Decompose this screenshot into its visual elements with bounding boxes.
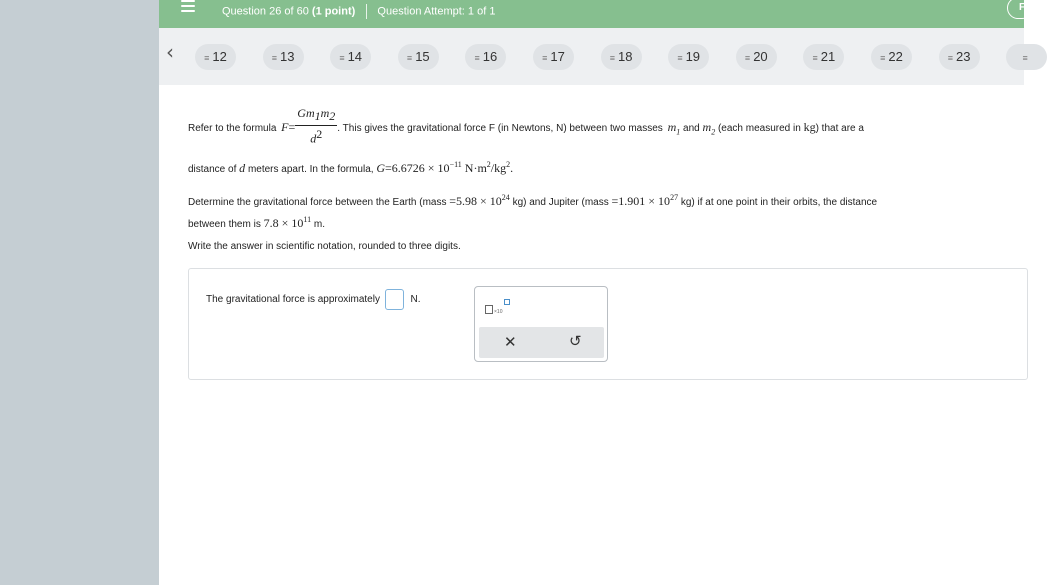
p3-mid2-text: kg) if at one point in their orbits, the distance: [680, 197, 878, 208]
question-nav-label: 19: [685, 49, 701, 64]
answer-input[interactable]: [385, 289, 404, 310]
p1-and-text: and: [683, 122, 700, 134]
exponent-box-icon: [504, 299, 510, 305]
list-icon: ≡: [609, 53, 615, 63]
math-palette: [474, 286, 608, 362]
problem-paragraph-5: Write the answer in scientific notation, rounded to three digits.: [188, 241, 461, 252]
scientific-notation-button[interactable]: [485, 297, 515, 317]
answer-area: [188, 268, 1028, 380]
question-nav-label: 15: [415, 49, 430, 64]
constant-g: G: [376, 161, 386, 175]
formula-equals: =: [288, 119, 296, 134]
question-nav-button[interactable]: [939, 44, 980, 70]
problem-paragraph-3: [188, 193, 877, 209]
question-nav-label: 17: [550, 49, 565, 64]
question-counter: Question 26 of 60: [222, 5, 309, 18]
left-gutter: [0, 0, 159, 585]
question-points: (1 point): [311, 5, 356, 18]
header-divider: [366, 4, 367, 19]
p4-suffix-text: m.: [313, 219, 325, 230]
question-nav-label: 12: [212, 49, 227, 64]
formula-f: F: [281, 119, 289, 134]
list-icon: ≡: [1022, 53, 1028, 63]
question-nav-button[interactable]: [803, 44, 844, 70]
p1-kg-unit: kg: [803, 119, 816, 134]
distance-value: $7.8 \times 10^{11}$: [263, 215, 312, 230]
list-icon: ≡: [339, 53, 345, 63]
question-nav-button[interactable]: [330, 44, 371, 70]
problem-paragraph-2: [188, 160, 513, 176]
var-m1: $m_1$: [667, 119, 681, 137]
question-nav-button[interactable]: [736, 44, 777, 70]
times-ten-label: ×10: [494, 309, 503, 315]
answer-prompt: The gravitational force is approximately: [206, 294, 380, 306]
question-nav-label: 13: [279, 49, 295, 64]
list-icon: ≡: [947, 53, 953, 63]
hamburger-menu-icon[interactable]: [181, 0, 195, 14]
p1-suffix-text: . This gives the gravitational force F (in Newtons, N) between two masses: [337, 122, 663, 134]
question-info: [222, 4, 495, 19]
question-nav-button[interactable]: [1006, 44, 1047, 70]
p4-prefix-text: between them is: [188, 219, 261, 230]
mantissa-box-icon: [485, 305, 493, 314]
list-icon: ≡: [744, 53, 751, 63]
question-nav-label: 21: [820, 49, 836, 64]
question-nav-button[interactable]: [398, 44, 439, 70]
question-nav-strip: [159, 28, 1028, 85]
p2-mid-text: meters apart. In the formula,: [247, 164, 374, 175]
question-nav-button[interactable]: [871, 44, 912, 70]
question-nav-button[interactable]: [465, 44, 506, 70]
question-nav-label: 14: [347, 49, 363, 64]
question-nav-button[interactable]: [533, 44, 574, 70]
var-d: d: [239, 161, 246, 175]
question-nav-button[interactable]: [668, 44, 709, 70]
question-nav-button[interactable]: [601, 44, 642, 70]
var-m2: $m_2$: [702, 119, 716, 137]
list-icon: ≡: [812, 53, 818, 63]
earth-mass-value: $=5.98 \times 10^{24}$: [449, 193, 510, 208]
p3-mid1-text: kg) and Jupiter (mass: [512, 197, 609, 208]
question-nav-label: 22: [888, 49, 903, 64]
question-attempt: Question Attempt: 1 of 1: [377, 5, 496, 18]
list-icon: ≡: [204, 53, 210, 63]
list-icon: ≡: [880, 53, 886, 63]
answer-unit: N.: [410, 294, 421, 306]
question-header-bar: [159, 0, 1024, 28]
clear-icon[interactable]: ✕: [504, 333, 517, 351]
p3-prefix-text: Determine the gravitational force between the Earth (mass: [188, 197, 447, 208]
p1-end-text: (each measured in: [717, 122, 801, 134]
list-icon: ≡: [542, 53, 548, 63]
constant-g-value: $=6.6726 \times 10^{-11}$ $N\cdot m^2/kg^2$.: [385, 160, 514, 175]
list-icon: ≡: [474, 53, 480, 63]
undo-icon[interactable]: ↺: [569, 332, 582, 350]
p2-prefix-text: distance of: [188, 164, 237, 175]
p1-tail-text: ) that are a: [815, 122, 864, 134]
question-nav-button[interactable]: [263, 44, 304, 70]
problem-paragraph-1: [188, 108, 864, 148]
list-icon: ≡: [677, 53, 683, 63]
question-nav-label: 18: [617, 49, 633, 64]
question-nav-label: 23: [955, 49, 971, 64]
palette-action-bar: [479, 327, 604, 358]
list-icon: ≡: [406, 53, 413, 63]
problem-paragraph-4: [188, 215, 325, 231]
question-nav-button[interactable]: [195, 44, 236, 70]
top-right-button-label: F: [1019, 2, 1026, 13]
chevron-left-icon[interactable]: ‹: [166, 40, 174, 64]
formula-fraction: $\frac{Gm_1m_2}{d^2}$: [297, 106, 336, 146]
p1-prefix-text: Refer to the formula: [188, 122, 277, 134]
top-right-round-button[interactable]: [1007, 0, 1033, 19]
question-nav-label: 16: [482, 49, 498, 64]
question-nav-label: 20: [753, 49, 768, 64]
list-icon: ≡: [271, 53, 277, 63]
jupiter-mass-value: $=1.901 \times 10^{27}$: [611, 193, 679, 208]
answer-line: [206, 289, 421, 310]
